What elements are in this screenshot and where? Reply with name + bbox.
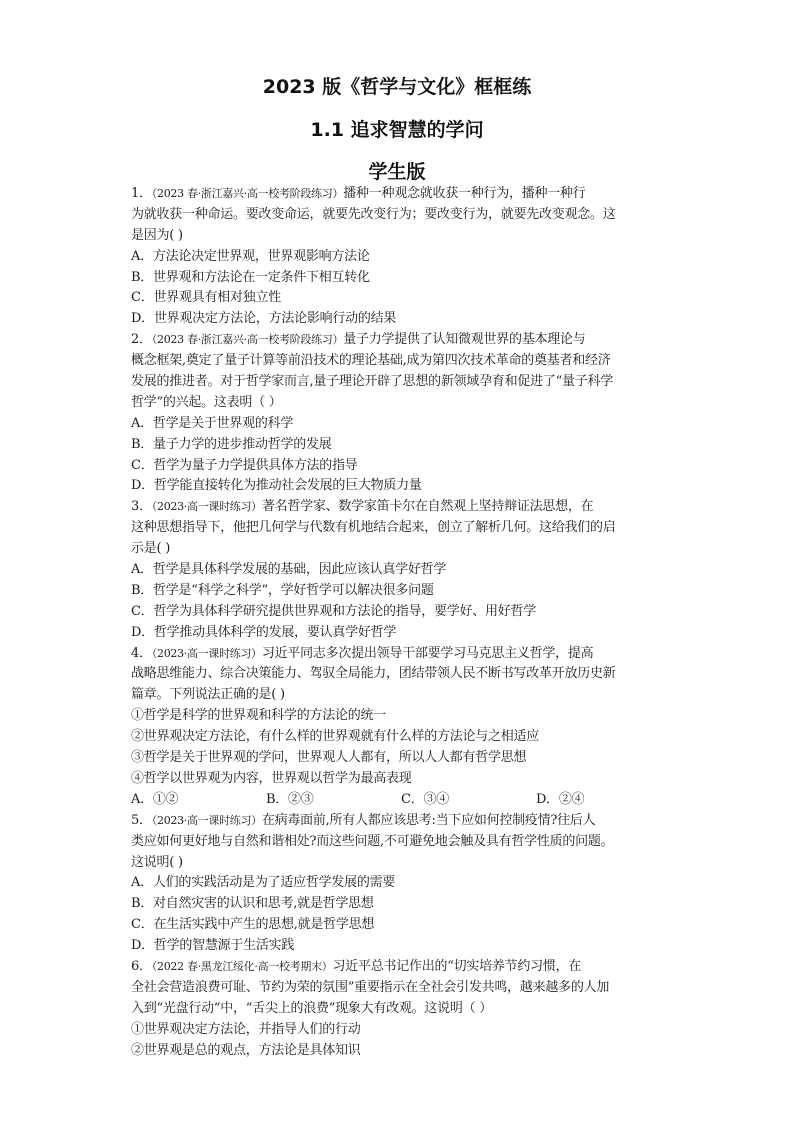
- question-source: （2023·高一课时练习）: [151, 646, 262, 660]
- statement-1: ①世界观决定方法论，并指导人们的行动: [131, 1021, 361, 1037]
- option-d: D．②④: [536, 791, 585, 807]
- question-stem-line: 全社会营造浪费可耻、节约为荣的氛围”重要指示在全社会引发共鸣，越来越多的人加: [131, 979, 610, 995]
- question-stem-line: 战略思维能力、综合决策能力、驾驭全局能力，团结带领人民不断书写改革开放历史新: [131, 666, 616, 682]
- question-number: 3: [131, 499, 140, 515]
- option-b: B．对自然灾害的认识和思考,就是哲学思想: [131, 896, 374, 912]
- statement-4: ④哲学以世界观为内容，世界观以哲学为最高表现: [131, 770, 412, 786]
- statement-2: ②世界观是总的观点，方法论是具体知识: [131, 1042, 361, 1058]
- question-stem-line: 为就收获一种命运。要改变命运，就要先改变行为；要改变行为，就要先改变观念。这: [131, 206, 616, 222]
- option-d: D．哲学的智慧源于生活实践: [131, 938, 295, 954]
- question-stem-line: 这种思想指导下，他把几何学与代数有机地结合起来，创立了解析几何。这给我们的启: [131, 520, 616, 536]
- statement-3: ③哲学是关于世界观的学问，世界观人人都有，所以人人都有哲学思想: [131, 750, 527, 766]
- question-stem-line: 这说明( ): [131, 854, 183, 870]
- option-a: A．人们的实践活动是为了适应哲学发展的需要: [131, 875, 396, 891]
- option-c: C．世界观具有相对独立性: [131, 290, 281, 306]
- question-stem-line: 示是( ): [131, 541, 171, 557]
- option-a: A．哲学是关于世界观的科学: [131, 415, 294, 431]
- question-source: （2023 春·浙江嘉兴·高一校考阶段练习）: [151, 187, 344, 200]
- question-4: [131, 644, 671, 811]
- option-c: C．在生活实践中产生的思想,就是哲学思想: [131, 917, 375, 933]
- option-b: B．②③: [266, 791, 314, 807]
- question-list: [131, 184, 671, 1061]
- question-number: 6: [131, 958, 140, 974]
- question-number: 2: [131, 332, 140, 348]
- question-source: （2023 春·浙江嘉兴·高一校考阶段练习）: [151, 333, 344, 347]
- statement-1: ①哲学是科学的世界观和科学的方法论的统一: [131, 708, 387, 724]
- option-c: C．③④: [401, 791, 449, 807]
- question-stem-line: 类应如何更好地与自然和谐相处?而这些问题,不可避免地会触及具有哲学性质的问题。: [131, 833, 614, 849]
- question-number: 5: [131, 812, 140, 828]
- option-b: B．哲学是“科学之科学”，学好哲学可以解决很多问题: [131, 582, 434, 598]
- option-b: B．世界观和方法论在一定条件下相互转化: [131, 269, 370, 285]
- question-stem-line: 篇章。下列说法正确的是( ): [131, 687, 285, 703]
- question-source: （2023·高一课时练习）: [151, 813, 262, 827]
- option-c: C．哲学为量子力学提供具体方法的指导: [131, 457, 358, 473]
- question-stem-line: 6．（2022 春·黑龙江绥化·高一校考期末）习近平总书记作出的“切实培养节约习惯，在: [131, 958, 582, 974]
- question-3: [131, 497, 671, 643]
- question-number: 4: [131, 645, 140, 661]
- options-row: [131, 790, 671, 811]
- question-number: 1: [131, 186, 140, 201]
- question-stem-line: 2．（2023 春·浙江嘉兴·高一校考阶段练习）量子力学提供了认知微观世界的基本理论与: [131, 332, 586, 348]
- question-stem-line: 1．（2023 春·浙江嘉兴·高一校考阶段练习）播种一种观念就收获一种行为，播种一种行: [131, 186, 586, 201]
- question-stem-line: 4．（2023·高一课时练习）习近平同志多次提出领导干部要学习马克思主义哲学，提高: [131, 645, 594, 661]
- option-a: A．方法论决定世界观，世界观影响方法论: [131, 248, 370, 264]
- section-title: 1.1 追求智慧的学问: [310, 119, 484, 141]
- question-stem-line: 概念框架,奠定了量子计算等前沿技术的理论基础,成为第四次技术革命的奠基者和经济: [131, 353, 611, 369]
- question-stem-line: 5．（2023·高一课时练习）在病毒面前,所有人都应该思考:当下应如何控制疫情?往后人: [131, 812, 596, 828]
- option-a: A．①②: [131, 791, 179, 807]
- option-d: D．哲学推动具体科学的发展，要认真学好哲学: [131, 624, 397, 640]
- document-title: 2023 版《哲学与文化》框框练: [262, 76, 532, 98]
- question-stem-line: 入到“光盘行动”中，“舌尖上的浪费”现象大有改观。这说明（ ）: [131, 1000, 492, 1016]
- question-stem-line: 是因为( ): [131, 227, 183, 243]
- option-d: D．世界观决定方法论，方法论影响行动的结果: [131, 311, 397, 327]
- version-label: 学生版: [368, 161, 426, 183]
- question-5: [131, 811, 671, 957]
- question-source: （2022 春·黑龙江绥化·高一校考期末）: [151, 959, 333, 973]
- option-d: D．哲学能直接转化为推动社会发展的巨大物质力量: [131, 478, 422, 494]
- option-b: B．量子力学的进步推动哲学的发展: [131, 436, 332, 452]
- question-stem-line: 3．（2023·高一课时练习）著名哲学家、数学家笛卡尔在自然观上坚持辩证法思想，在: [131, 499, 594, 515]
- question-1: [131, 184, 671, 330]
- statement-2: ②世界观决定方法论，有什么样的世界观就有什么样的方法论与之相适应: [131, 729, 540, 745]
- option-c: C．哲学为具体科学研究提供世界观和方法论的指导，要学好、用好哲学: [131, 603, 536, 619]
- question-source: （2023·高一课时练习）: [151, 500, 262, 514]
- question-stem-line: 发展的推进者。对于哲学家而言,量子理论开辟了思想的新领域孕育和促进了“量子科学: [131, 374, 614, 390]
- option-a: A．哲学是具体科学发展的基础，因此应该认真学好哲学: [131, 562, 447, 578]
- question-stem-line: 哲学”的兴起。这表明（ ）: [131, 394, 282, 410]
- question-2: [131, 330, 671, 497]
- question-6: [131, 957, 671, 1061]
